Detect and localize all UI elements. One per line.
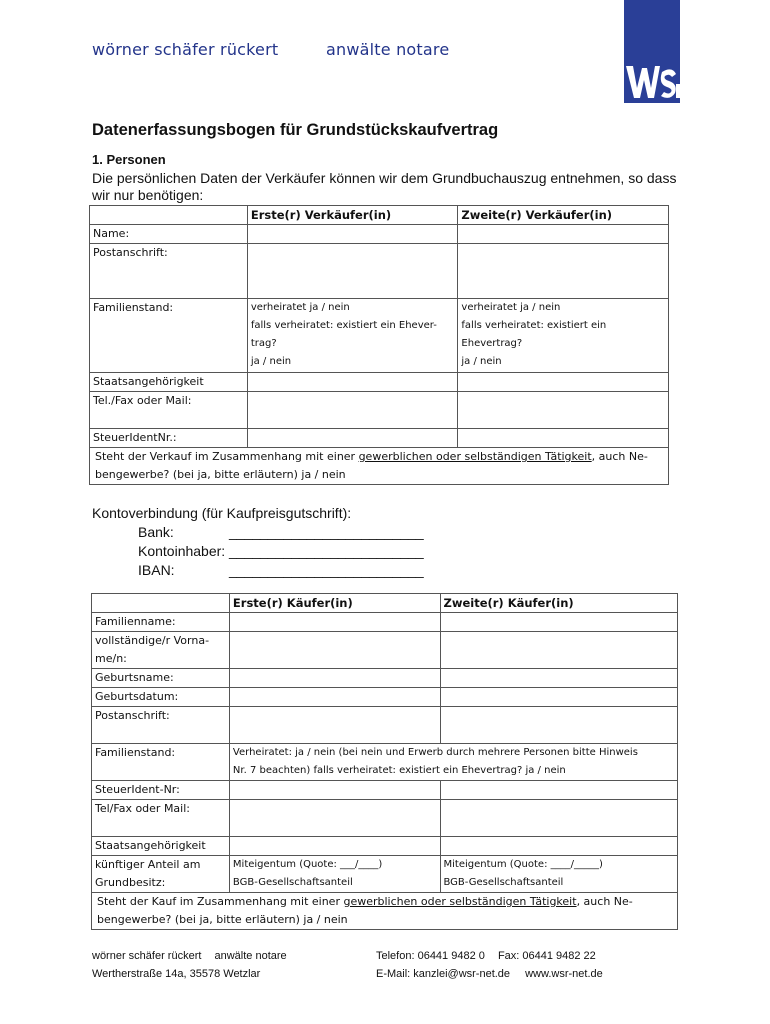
buyer-business-line2: bengewerbe? (bei ja, bitte erläutern) ja / nein	[97, 913, 348, 926]
seller-2-header: Zweite(r) Verkäufer(in)	[458, 206, 669, 225]
buyer-first-names-label	[92, 632, 230, 669]
footer-email[interactable]: E-Mail: kanzlei@wsr-net.de	[376, 968, 511, 980]
footer-right	[376, 947, 603, 983]
seller-2-family-line: verheiratet ja / nein	[461, 302, 561, 313]
seller-name-label: Name:	[90, 225, 248, 244]
buyer-family-label: Familienstand:	[92, 744, 230, 781]
buyer-business-question	[92, 893, 678, 930]
buyer-2-citizenship-field[interactable]	[440, 837, 678, 856]
buyer-1-family-name-field[interactable]	[229, 613, 440, 632]
buyer-2-postal-field[interactable]	[440, 707, 678, 744]
buyer-first-names-line: me/n:	[95, 652, 127, 665]
buyer-business-text: Steht der Kauf im Zusammenhang mit einer	[97, 895, 344, 908]
seller-1-family-line: falls verheiratet: existiert ein Ehever-	[250, 320, 437, 331]
buyer-2-share-gbr: BGB-Gesellschaftsanteil	[443, 877, 564, 888]
buyer-business-link: gewerblichen oder selbständigen Tätigkeit	[343, 895, 577, 908]
buyer-share-line: Grundbesitz:	[95, 876, 166, 889]
seller-contact-label: Tel./Fax oder Mail:	[90, 392, 248, 429]
footer-firm-type: anwälte notare	[214, 950, 287, 962]
buyer-1-postal-field[interactable]	[229, 707, 440, 744]
holder-label: Kontoinhaber:	[138, 543, 226, 559]
seller-postal-label: Postanschrift:	[90, 244, 248, 299]
firm-name: wörner schäfer rückert	[92, 40, 279, 59]
buyer-family-field[interactable]	[229, 744, 677, 781]
buyer-1-citizenship-field[interactable]	[229, 837, 440, 856]
seller-2-family-field[interactable]	[458, 299, 669, 373]
buyer-1-share-coownership: Miteigentum (Quote: ___/____)	[232, 859, 383, 870]
buyer-2-first-names-field[interactable]	[440, 632, 678, 669]
buyer-2-header: Zweite(r) Käufer(in)	[440, 594, 678, 613]
seller-2-name-field[interactable]	[458, 225, 669, 244]
footer-address: Wertherstraße 14a, 35578 Wetzlar	[92, 968, 261, 980]
sellers-empty-header	[90, 206, 248, 225]
footer-phone: Telefon: 06441 9482 0	[376, 950, 485, 962]
seller-1-name-field[interactable]	[247, 225, 458, 244]
sellers-table	[89, 205, 669, 485]
seller-citizenship-label: Staatsangehörigkeit	[90, 373, 248, 392]
buyer-family-line: Verheiratet: ja / nein (bei nein und Erwerb durch mehrere Personen bitte Hinweis	[232, 747, 638, 758]
buyer-1-taxid-field[interactable]	[229, 781, 440, 800]
seller-1-postal-field[interactable]	[247, 244, 458, 299]
buyer-1-share-gbr: BGB-Gesellschaftsanteil	[232, 877, 353, 888]
account-heading: Kontoverbindung (für Kaufpreisgutschrift):	[92, 505, 352, 521]
seller-1-family-line: trag?	[250, 338, 277, 349]
buyer-family-name-label: Familienname:	[92, 613, 230, 632]
buyer-birth-date-label: Geburtsdatum:	[92, 688, 230, 707]
seller-2-family-line: ja / nein	[461, 356, 502, 367]
buyer-1-birth-name-field[interactable]	[229, 669, 440, 688]
buyer-2-share-coownership: Miteigentum (Quote: ____/_____)	[443, 859, 603, 870]
buyer-contact-label: Tel/Fax oder Mail:	[92, 800, 230, 837]
buyer-first-names-line: vollständige/r Vorna-	[95, 634, 210, 647]
seller-business-question	[90, 448, 669, 485]
footer-firm: wörner schäfer rückert	[92, 950, 202, 962]
buyer-2-birth-date-field[interactable]	[440, 688, 678, 707]
seller-2-postal-field[interactable]	[458, 244, 669, 299]
buyer-2-birth-name-field[interactable]	[440, 669, 678, 688]
seller-family-label: Familienstand:	[90, 299, 248, 373]
wsr-logo	[624, 0, 680, 103]
buyers-empty-header	[92, 594, 230, 613]
seller-2-taxid-field[interactable]	[458, 429, 669, 448]
seller-business-line2: bengewerbe? (bei ja, bitte erläutern) ja / nein	[95, 468, 346, 481]
buyer-postal-label: Postanschrift:	[92, 707, 230, 744]
iban-field[interactable]: _________________________	[229, 562, 424, 578]
seller-1-contact-field[interactable]	[247, 392, 458, 429]
seller-business-link: gewerblichen oder selbständigen Tätigkeit	[358, 450, 592, 463]
buyer-share-label	[92, 856, 230, 893]
seller-1-taxid-field[interactable]	[247, 429, 458, 448]
buyer-share-line: künftiger Anteil am	[95, 858, 201, 871]
account-section	[92, 504, 424, 580]
buyer-birth-name-label: Geburtsname:	[92, 669, 230, 688]
seller-1-family-line: verheiratet ja / nein	[250, 302, 350, 313]
seller-2-citizenship-field[interactable]	[458, 373, 669, 392]
seller-1-citizenship-field[interactable]	[247, 373, 458, 392]
firm-type: anwälte notare	[326, 40, 450, 59]
buyer-family-line: Nr. 7 beachten) falls verheiratet: existiert ein Ehevertrag? ja / nein	[232, 765, 566, 776]
seller-2-contact-field[interactable]	[458, 392, 669, 429]
footer-left	[92, 947, 287, 983]
bank-field[interactable]: _________________________	[229, 524, 424, 540]
buyer-1-birth-date-field[interactable]	[229, 688, 440, 707]
buyer-2-family-name-field[interactable]	[440, 613, 678, 632]
footer-web[interactable]: www.wsr-net.de	[525, 968, 603, 980]
seller-1-header: Erste(r) Verkäufer(in)	[247, 206, 458, 225]
seller-2-family-line: falls verheiratet: existiert ein Ehevertrag?	[461, 320, 607, 349]
buyer-1-share-field[interactable]	[229, 856, 440, 893]
page-title: Datenerfassungsbogen für Grundstückskaufvertrag	[92, 121, 499, 139]
footer-fax: Fax: 06441 9482 22	[497, 950, 596, 962]
buyer-1-first-names-field[interactable]	[229, 632, 440, 669]
buyer-citizenship-label: Staatsangehörigkeit	[92, 837, 230, 856]
seller-taxid-label: SteuerIdentNr.:	[90, 429, 248, 448]
seller-business-text: Steht der Verkauf im Zusammenhang mit einer	[95, 450, 359, 463]
section-heading: 1. Personen	[92, 152, 166, 167]
buyer-2-share-field[interactable]	[440, 856, 678, 893]
buyer-2-contact-field[interactable]	[440, 800, 678, 837]
holder-field[interactable]: _________________________	[229, 543, 424, 559]
buyer-business-text-end: , auch Ne-	[576, 895, 633, 908]
buyer-2-taxid-field[interactable]	[440, 781, 678, 800]
buyer-taxid-label: SteuerIdent-Nr:	[92, 781, 230, 800]
seller-1-family-line: ja / nein	[250, 356, 292, 367]
buyers-table	[91, 593, 678, 930]
iban-label: IBAN:	[138, 562, 175, 578]
intro-text: Die persönlichen Daten der Verkäufer können wir dem Grundbuchauszug entnehmen, so dass wir nur benötigen:	[92, 170, 677, 203]
seller-1-family-field[interactable]	[247, 299, 458, 373]
seller-business-text-end: , auch Ne-	[591, 450, 648, 463]
buyer-1-header: Erste(r) Käufer(in)	[229, 594, 440, 613]
bank-label: Bank:	[138, 524, 174, 540]
buyer-1-contact-field[interactable]	[229, 800, 440, 837]
